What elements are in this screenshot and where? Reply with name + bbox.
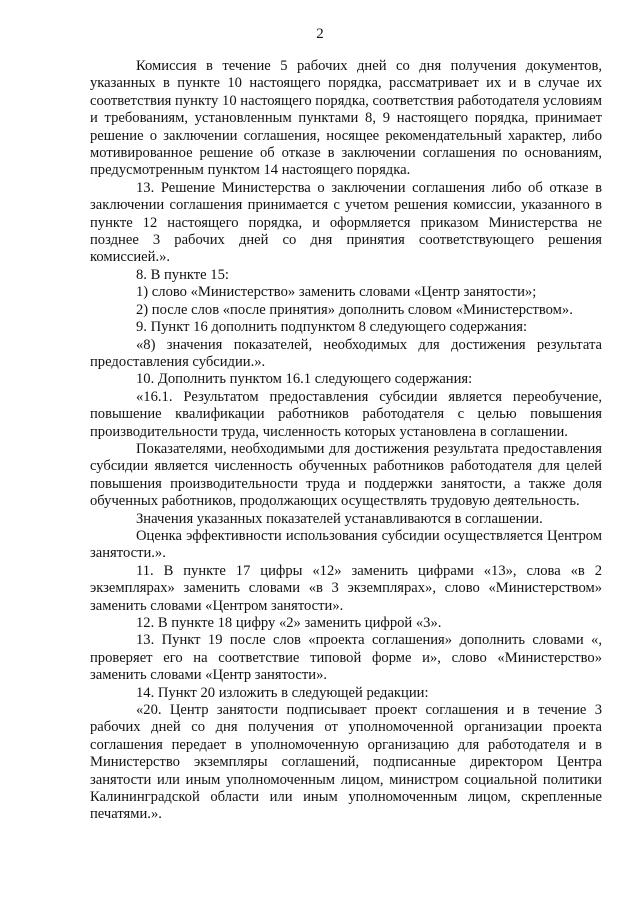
paragraph: 10. Дополнить пунктом 16.1 следующего содержания: [136,371,473,388]
page-number: 2 [316,26,324,42]
paragraph: 9. Пункт 16 дополнить подпунктом 8 следующего содержания: [136,319,528,336]
paragraph: «16.1. Результатом предоставления субсидии является переобучение, повышение квалификации работников работодателя с целью повышения производительности труда, численность которых установлена в соглашении. [90,388,602,440]
paragraph: 13. Решение Министерства о заключении соглашения либо об отказе в заключении соглашения принимается с учетом решения комиссии, указанного в пункте 12 настоящего порядка, и оформляется приказом Министерства не позднее 3 рабочих дней со дня принятия соответствующего решения комиссией.». [90,179,602,266]
paragraph: 1) слово «Министерство» заменить словами «Центр занятости»; [136,284,537,301]
paragraph: «8) значения показателей, необходимых для достижения результата предоставления субсидии.». [90,336,602,370]
paragraph: Значения указанных показателей устанавливаются в соглашении. [136,510,543,527]
paragraph: «20. Центр занятости подписывает проект соглашения и в течение 3 рабочих дней со дня получения от уполномоченной организации проекта соглашения передает в уполномоченную организацию для работодателя и в Министерство экземпляры соглашений, подписанные директором Центра занятости или иным уполномоченным лицом, министром социальной политики Калининградской области или иным уполномоченным лицом, скрепленные печатями.». [90,702,602,823]
document-body [90,58,602,824]
paragraph: Оценка эффективности использования субсидии осуществляется Центром занятости.». [90,527,602,562]
paragraph: 13. Пункт 19 после слов «проекта соглашения» дополнить словами «, проверяет его на соответствие типовой форме и», слово «Министерство» заменить словами «Центр занятости». [90,632,602,684]
paragraph: 12. В пункте 18 цифру «2» заменить цифрой «3». [136,615,442,631]
paragraph: 8. В пункте 15: [136,266,229,283]
paragraph: 2) после слов «после принятия» дополнить словом «Министерством». [136,301,573,318]
paragraph: Показателями, необходимыми для достижения результата предоставления субсидии является численность обученных работников работодателя для целей повышения производительности труда и поддержки занятости, а также доля обученных работников, продолжающих осуществлять трудовую деятельность. [90,440,602,510]
paragraph: Комиссия в течение 5 рабочих дней со дня получения документов, указанных в пункте 10 настоящего порядка, рассматривает их и в случае их соответствия пункту 10 настоящего порядка, соответствия работодателя условиям и требованиям, установленным пунктами 8, 9 настоящего порядка, принимает решение о заключении соглашения, носящее рекомендательный характер, либо мотивированное решение об отказе в заключении соглашения по основаниям, предусмотренным пунктом 14 настоящего порядка. [90,58,602,179]
paragraph: 14. Пункт 20 изложить в следующей редакции: [136,684,429,701]
paragraph: 11. В пункте 17 цифры «12» заменить цифрами «13», слова «в 2 экземплярах» заменить словами «в 3 экземплярах», слово «Министерством» заменить словами «Центром занятости». [90,562,602,614]
